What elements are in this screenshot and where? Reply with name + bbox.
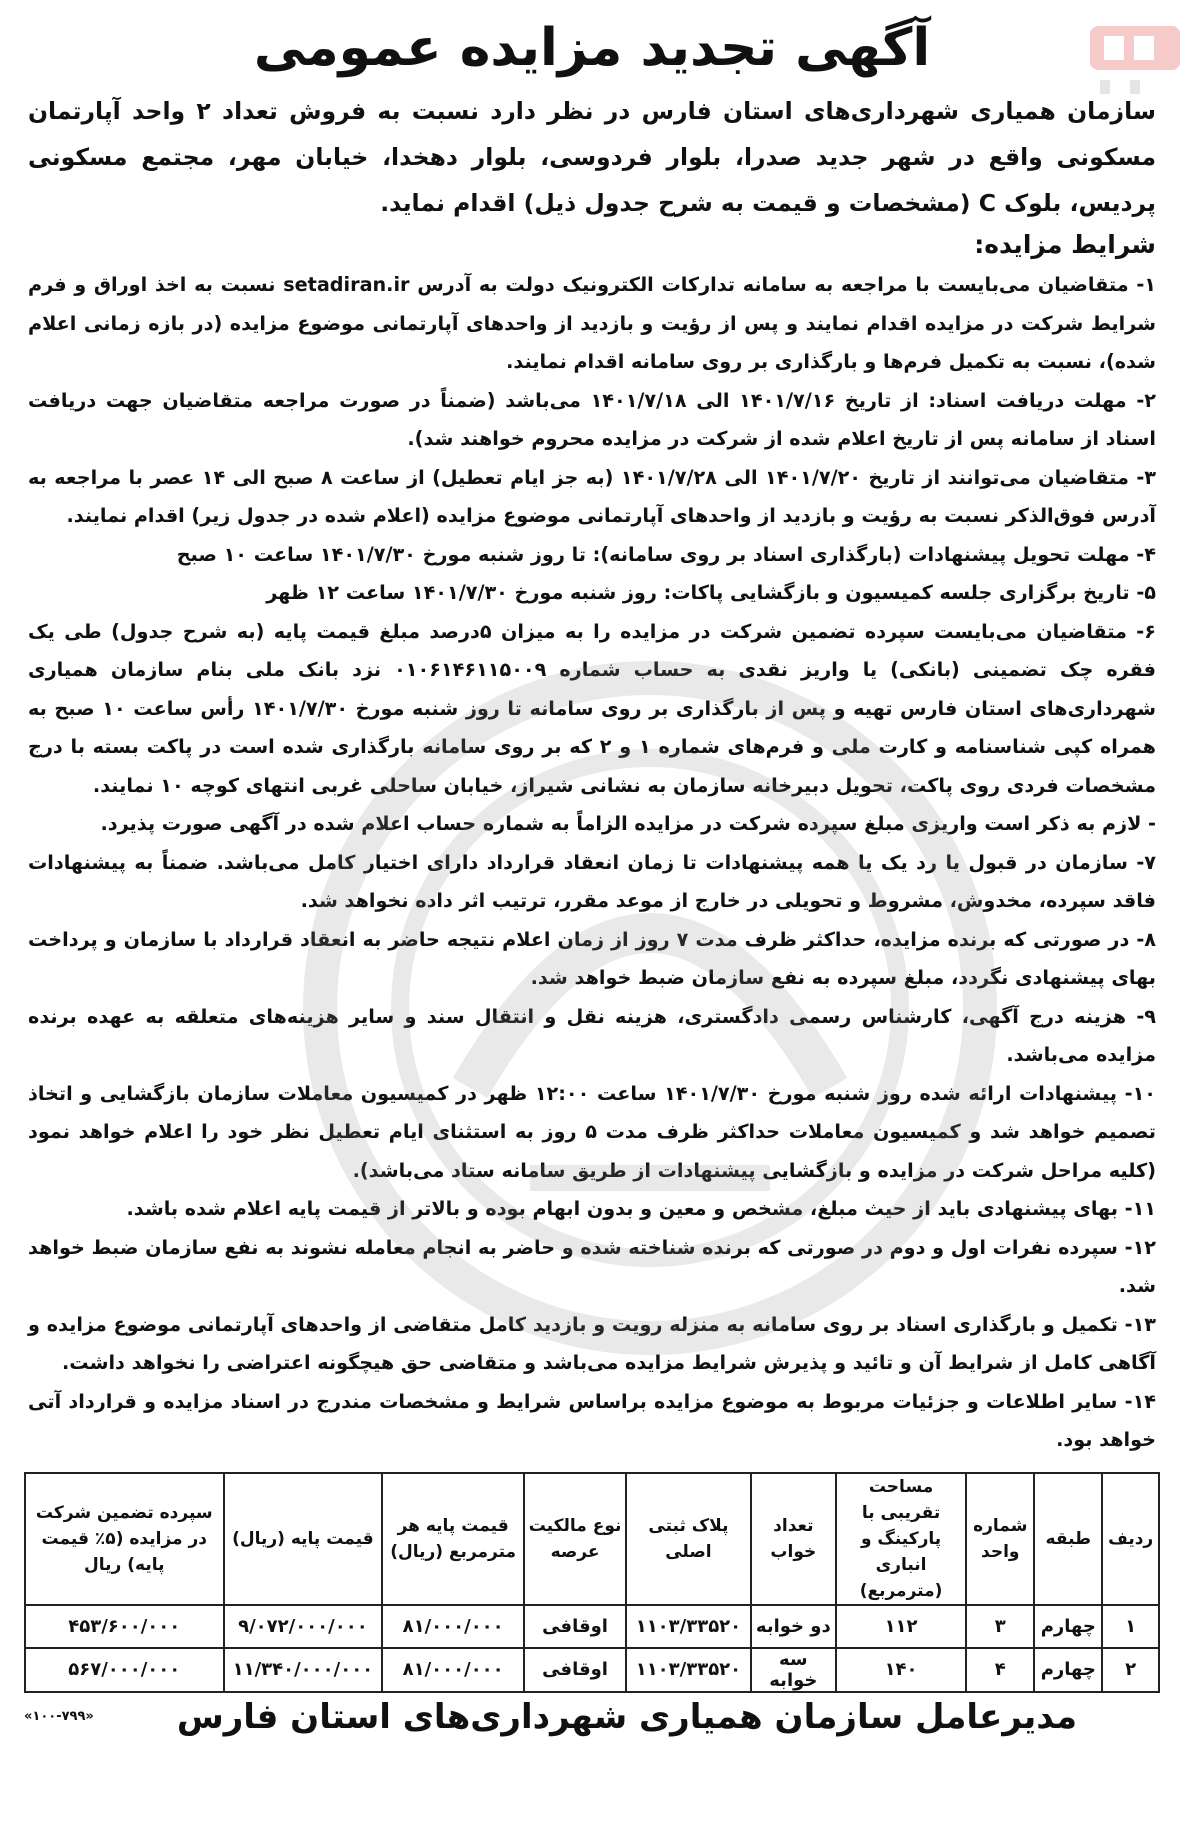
clause-1: ۱- متقاضیان می‌بایست با مراجعه به سامانه تدارکات الکترونیک دولت به آدرس setadiran.ir نسبت به اخذ اوراق و فرم شرایط شرکت در مزایده اقدام نمایند و پس از رؤیت و بازدید از واحدهای آپارتمانی موضوع مزایده (در بازه زمانی اعلام شده)، نسبت به تکمیل فرم‌ها و بارگذاری بر روی سامانه اقدام نمایند.	[28, 273, 1156, 373]
cell-bedrooms: سه خوابه	[751, 1648, 836, 1692]
clause-6-note: - لازم به ذکر است واریزی مبلغ سپرده شرکت در مزایده الزاماً به شماره حساب اعلام شده در آگهی صورت پذیرد.	[100, 812, 1156, 835]
clause-12: ۱۲- سپرده نفرات اول و دوم در صورتی که برنده شناخته شده و حاضر به انجام معامله نشوند به نفع سازمان ضبط خواهد شد.	[28, 1235, 1156, 1297]
notice-title: آگهی تجدید مزایده عمومی	[253, 18, 931, 78]
conditions-heading: شرایط مزایده:	[974, 230, 1156, 259]
clause-11: ۱۱- بهای پیشنهادی باید از حیث مبلغ، مشخص و معین و بدون ابهام بوده و بالاتر از قیمت پایه اعلام شده باشد.	[126, 1197, 1156, 1220]
tender-notice-page	[0, 18, 1184, 1842]
cell-deposit: ۵۶۷/۰۰۰/۰۰۰	[25, 1648, 224, 1692]
cell-price-per-sqm: ۸۱/۰۰۰/۰۰۰	[382, 1605, 524, 1648]
clause-3: ۳- متقاضیان می‌توانند از تاریخ ۱۴۰۱/۷/۲۰ الی ۱۴۰۱/۷/۲۸ (به جز ایام تعطیل) از ساعت ۸ صبح الی ۱۴ عصر با مراجعه به آدرس فوق‌الذکر نسبت به رؤیت و بازدید از واحدهای آپارتمانی موضوع مزایده (اعلام شده در جدول زیر) اقدام نمایند.	[28, 465, 1157, 527]
cell-floor: چهارم	[1034, 1605, 1102, 1648]
ad-code: «۱۰۰-۷۹۹»	[24, 1709, 94, 1724]
col-header-deposit: سپرده تضمین شرکت در مزایده (۵٪ قیمت پایه) ریال	[25, 1473, 224, 1605]
col-header-registration-plate: پلاک ثبتی اصلی	[626, 1473, 751, 1605]
cell-base-price: ۱۱/۳۴۰/۰۰۰/۰۰۰	[224, 1648, 383, 1692]
clause-8: ۸- در صورتی که برنده مزایده، حداکثر ظرف مدت ۷ روز از زمان اعلام نتیجه حاضر به انعقاد قرارداد با سازمان و پرداخت بهای پیشنهادی نگردد، مبلغ سپرده به نفع سازمان ضبط خواهد شد.	[28, 927, 1156, 989]
cell-area: ۱۱۲	[836, 1605, 966, 1648]
clause-2: ۲- مهلت دریافت اسناد: از تاریخ ۱۴۰۱/۷/۱۶ الی ۱۴۰۱/۷/۱۸ می‌باشد (ضمناً در صورت مراجعه متقاضیان جهت دریافت اسناد از سامانه پس از تاریخ اعلام شده از شرکت در مزایده محروم خواهند شد).	[28, 388, 1157, 450]
cell-land-ownership: اوقافی	[524, 1648, 626, 1692]
clause-7: ۷- سازمان در قبول یا رد یک یا همه پیشنهادات تا زمان انعقاد قرارداد دارای اختیار کامل می‌باشد. ضمناً به پیشنهادات فاقد سپرده، مخدوش، مشروط و تحویلی در خارج از موعد مقرر، ترتیب اثر داده نخواهد شد.	[28, 850, 1156, 912]
units-table	[24, 1472, 1160, 1693]
clause-13: ۱۳- تکمیل و بارگذاری اسناد بر روی سامانه به منزله رویت و بازدید کامل متقاضی از واحدهای آپارتمانی موضوع مزایده و آگاهی کامل از شرایط آن و تائید و پذیرش شرایط مزایده می‌باشد و متقاضی حق هیچگونه اعتراضی را نخواهد داشت.	[28, 1312, 1156, 1374]
notice-intro: سازمان همیاری شهرداری‌های استان فارس در نظر دارد نسبت به فروش تعداد ۲ واحد آپارتمان مسکونی واقع در شهر جدید صدرا، بلوار فردوسی، بلوار دهخدا، خیابان مهر، مجتمع مسکونی پردیس، بلوک C (مشخصات و قیمت به شرح جدول ذیل) اقدام نماید.	[28, 97, 1156, 217]
conditions-list	[24, 266, 1160, 1460]
cell-price-per-sqm: ۸۱/۰۰۰/۰۰۰	[382, 1648, 524, 1692]
col-header-bedrooms: تعداد خواب	[751, 1473, 836, 1605]
cell-area: ۱۴۰	[836, 1648, 966, 1692]
table-row	[25, 1648, 1159, 1692]
col-header-base-price: قیمت پایه (ریال)	[224, 1473, 383, 1605]
col-header-area: مساحت تقریبی با پارکینگ و انباری (مترمربع)	[836, 1473, 966, 1605]
table-row	[25, 1605, 1159, 1648]
clause-10: ۱۰- پیشنهادات ارائه شده روز شنبه مورخ ۱۴۰۱/۷/۳۰ ساعت ۱۲:۰۰ ظهر در کمیسیون معاملات سازمان بازگشایی و اتخاذ تصمیم خواهد شد و کمیسیون معاملات حداکثر ظرف مدت ۵ روز به استثنای ایام تعطیل نظر خود را اعلام خواهد نمود (کلیه مراحل شرکت در مزایده و بازگشایی پیشنهادات از طریق سامانه ستاد می‌باشد).	[28, 1081, 1156, 1182]
clause-4: ۴- مهلت تحویل پیشنهادات (بارگذاری اسناد بر روی سامانه): تا روز شنبه مورخ ۱۴۰۱/۷/۳۰ ساعت ۱۰ صبح	[176, 542, 1156, 566]
col-header-floor: طبقه	[1034, 1473, 1102, 1605]
col-header-price-per-sqm: قیمت پایه هر مترمربع (ریال)	[382, 1473, 524, 1605]
clause-14: ۱۴- سایر اطلاعات و جزئیات مربوط به موضوع مزایده براساس شرایط و مشخصات مندرج در اسناد مزایده و قرارداد آتی خواهد بود.	[28, 1389, 1156, 1451]
clause-9: ۹- هزینه درج آگهی، کارشناس رسمی دادگستری، هزینه نقل و انتقال سند و سایر هزینه‌های متعلقه به عهده برنده مزایده می‌باشد.	[28, 1004, 1156, 1066]
cell-registration-plate: ۱۱۰۳/۳۳۵۲۰	[626, 1648, 751, 1692]
cell-base-price: ۹/۰۷۲/۰۰۰/۰۰۰	[224, 1605, 383, 1648]
publisher-logo-icon	[1060, 18, 1184, 108]
col-header-row-number: ردیف	[1102, 1473, 1159, 1605]
cell-bedrooms: دو خوابه	[751, 1605, 836, 1648]
cell-floor: چهارم	[1034, 1648, 1102, 1692]
signature-line: مدیرعامل سازمان همیاری شهرداری‌های استان فارس	[176, 1696, 1077, 1737]
table-header-row	[25, 1473, 1159, 1605]
cell-unit-number: ۴	[966, 1648, 1034, 1692]
col-header-land-ownership: نوع مالکیت عرصه	[524, 1473, 626, 1605]
cell-row-number: ۱	[1102, 1605, 1159, 1648]
cell-unit-number: ۳	[966, 1605, 1034, 1648]
col-header-unit-number: شماره واحد	[966, 1473, 1034, 1605]
cell-registration-plate: ۱۱۰۳/۳۳۵۲۰	[626, 1605, 751, 1648]
cell-row-number: ۲	[1102, 1648, 1159, 1692]
clause-5: ۵- تاریخ برگزاری جلسه کمیسیون و بازگشایی پاکات: روز شنبه مورخ ۱۴۰۱/۷/۳۰ ساعت ۱۲ ظهر	[266, 581, 1156, 604]
cell-deposit: ۴۵۳/۶۰۰/۰۰۰	[25, 1605, 224, 1648]
footer	[24, 1697, 1160, 1737]
clause-6: ۶- متقاضیان می‌بایست سپرده تضمین شرکت در مزایده را به میزان ۵درصد مبلغ قیمت پایه (به شرح جدول) طی یک فقره چک تضمینی (بانکی) یا واریز نقدی به حساب شماره ۰۱۰۶۱۴۶۱۱۵۰۰۹ نزد بانک ملی بنام سازمان همیاری شهرداری‌های استان فارس تهیه و پس از بارگذاری بر روی سامانه تا روز شنبه مورخ ۱۴۰۱/۷/۳۰ رأس ساعت ۱۰ صبح به همراه کپی شناسنامه و کارت ملی و فرم‌های شماره ۱ و ۲ که بر روی سامانه بارگذاری شده است در پاکت بسته با درج مشخصات فردی روی پاکت، تحویل دبیرخانه سازمان به نشانی شیراز، خیابان ساحلی غربی انتهای کوچه ۱۰ نمایند.	[28, 619, 1156, 797]
cell-land-ownership: اوقافی	[524, 1605, 626, 1648]
